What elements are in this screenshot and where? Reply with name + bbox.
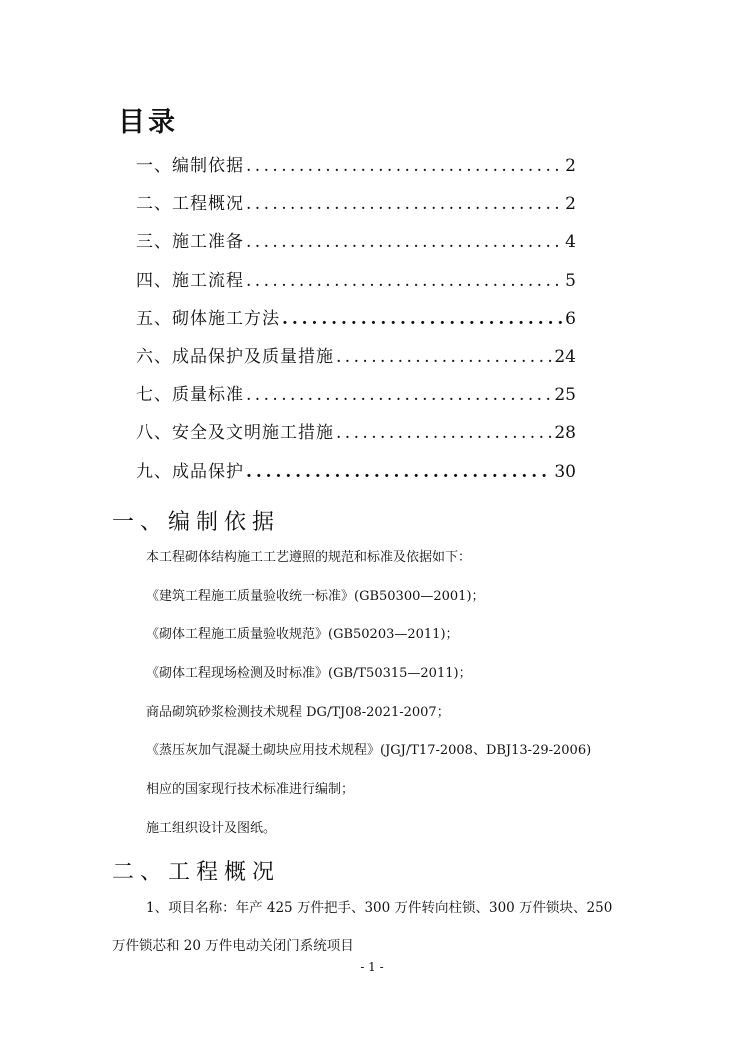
section-heading: 二、工程概况 — [112, 860, 281, 885]
toc-leader-dots — [246, 462, 552, 482]
basis-item: 《砌体工程施工质量验收规范》(GB50203—2011)； — [146, 627, 459, 643]
toc-leader-dots — [336, 423, 552, 443]
toc-leader-dots — [246, 194, 563, 214]
toc-leader-dots — [336, 347, 552, 367]
basis-item: 《建筑工程施工质量验收统一标准》(GB50300—2001)； — [146, 588, 485, 604]
basis-item: 相应的国家现行技术标准进行编制； — [146, 782, 355, 798]
toc-leader-dots — [246, 232, 563, 252]
toc-list — [136, 151, 576, 495]
basis-item: 本工程砌体结构施工工艺遵照的规范和标准及依据如下： — [146, 550, 472, 565]
toc-entry-label: 七、质量标准 — [136, 385, 244, 406]
toc-entry-page: 30 — [554, 461, 576, 482]
basis-item: 商品砌筑砂浆检测技术规程 DG/TJ08-2021-2007； — [146, 704, 450, 720]
page-number: - 1 - — [360, 960, 384, 974]
basis-item: 施工组织设计及图纸。 — [146, 820, 277, 836]
toc-entry-label: 四、施工流程 — [136, 270, 244, 291]
toc-entry-page: 2 — [565, 194, 576, 215]
toc-entry-label: 一、编制依据 — [136, 156, 244, 176]
toc-entry-page: 28 — [554, 423, 576, 444]
toc-entry[interactable] — [136, 189, 576, 227]
toc-entry-label: 九、成品保护 — [136, 461, 244, 482]
toc-leader-dots — [246, 156, 563, 176]
toc-entry[interactable] — [136, 266, 576, 304]
project-name-continuation: 万件锁芯和 20 万件电动关闭门系统项目 — [112, 938, 354, 954]
toc-entry-label: 三、施工准备 — [136, 232, 244, 253]
toc-entry[interactable] — [136, 457, 576, 495]
toc-entry[interactable] — [136, 227, 576, 265]
toc-leader-dots — [246, 271, 563, 291]
toc-heading: 目录 — [118, 107, 178, 138]
toc-entry-page: 6 — [565, 308, 576, 329]
basis-item: 《砌体工程现场检测及时标准》(GB/T50315—2011)； — [146, 666, 472, 682]
toc-entry-label: 二、工程概况 — [136, 194, 244, 215]
toc-leader-dots — [246, 385, 552, 405]
toc-entry[interactable] — [136, 380, 576, 418]
toc-leader-dots — [282, 309, 563, 329]
toc-entry-label: 五、砌体施工方法 — [136, 308, 280, 329]
toc-entry-page: 4 — [565, 232, 576, 253]
toc-entry[interactable] — [136, 418, 576, 456]
toc-entry[interactable] — [136, 342, 576, 380]
toc-entry-page: 5 — [565, 270, 576, 291]
toc-entry[interactable] — [136, 304, 576, 342]
toc-entry-label: 八、安全及文明施工措施 — [136, 423, 334, 444]
basis-item: 《蒸压灰加气混凝土砌块应用技术规程》(JGJ/T17-2008、DBJ13-29-2006) — [146, 743, 592, 759]
toc-entry-page: 2 — [565, 156, 576, 176]
project-name-line: 1、项目名称：年产 425 万件把手、300 万件转向柱锁、300 万件锁块、250 — [146, 900, 613, 916]
toc-entry-page: 24 — [554, 346, 576, 367]
toc-entry-label: 六、成品保护及质量措施 — [136, 346, 334, 367]
toc-entry[interactable] — [136, 151, 576, 189]
toc-entry-page: 25 — [554, 385, 576, 406]
basis-list — [146, 548, 666, 858]
section-heading: 一、编制依据 — [112, 510, 281, 535]
